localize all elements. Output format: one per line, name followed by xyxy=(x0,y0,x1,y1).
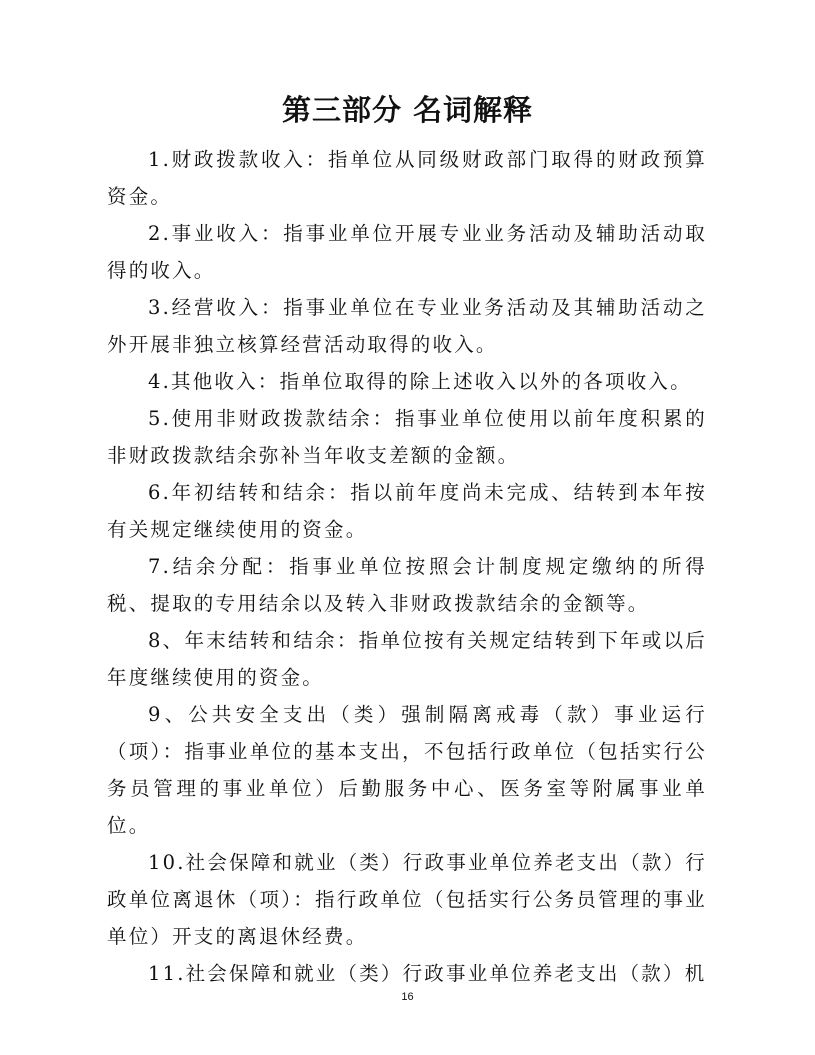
paragraph-10: 10.社会保障和就业（类）行政事业单位养老支出（款）行政单位离退休（项）：指行政单位（包括实行公务员管理的事业单位）开支的离退休经费。 xyxy=(107,851,707,948)
paragraph-7: 7.结余分配：指事业单位按照会计制度规定缴纳的所得税、提取的专用结余以及转入非财政拨款结余的金额等。 xyxy=(107,555,707,615)
document-body xyxy=(107,141,707,992)
paragraph-8: 8、年末结转和结余：指单位按有关规定结转到下年或以后年度继续使用的资金。 xyxy=(107,629,707,689)
paragraph-11: 11.社会保障和就业（类）行政事业单位养老支出（款）机 xyxy=(148,962,707,985)
paragraph-4: 4.其他收入：指单位取得的除上述收入以外的各项收入。 xyxy=(148,370,692,393)
paragraph-2: 2.事业收入：指事业单位开展专业业务活动及辅助活动取得的收入。 xyxy=(107,222,707,282)
paragraph-1: 1.财政拨款收入：指单位从同级财政部门取得的财政预算资金。 xyxy=(107,148,707,208)
paragraph-3: 3.经营收入：指事业单位在专业业务活动及其辅助活动之外开展非独立核算经营活动取得的收入。 xyxy=(107,296,707,356)
paragraph-9: 9、公共安全支出（类）强制隔离戒毒（款）事业运行（项）：指事业单位的基本支出，不包括行政单位（包括实行公务员管理的事业单位）后勤服务中心、医务室等附属事业单位。 xyxy=(107,703,707,837)
page-number: 16 xyxy=(401,991,414,1003)
paragraph-6: 6.年初结转和结余：指以前年度尚未完成、结转到本年按有关规定继续使用的资金。 xyxy=(107,481,707,541)
page-title: 第三部分 名词解释 xyxy=(281,93,534,127)
paragraph-5: 5.使用非财政拨款结余：指事业单位使用以前年度积累的非财政拨款结余弥补当年收支差额的金额。 xyxy=(107,407,707,467)
